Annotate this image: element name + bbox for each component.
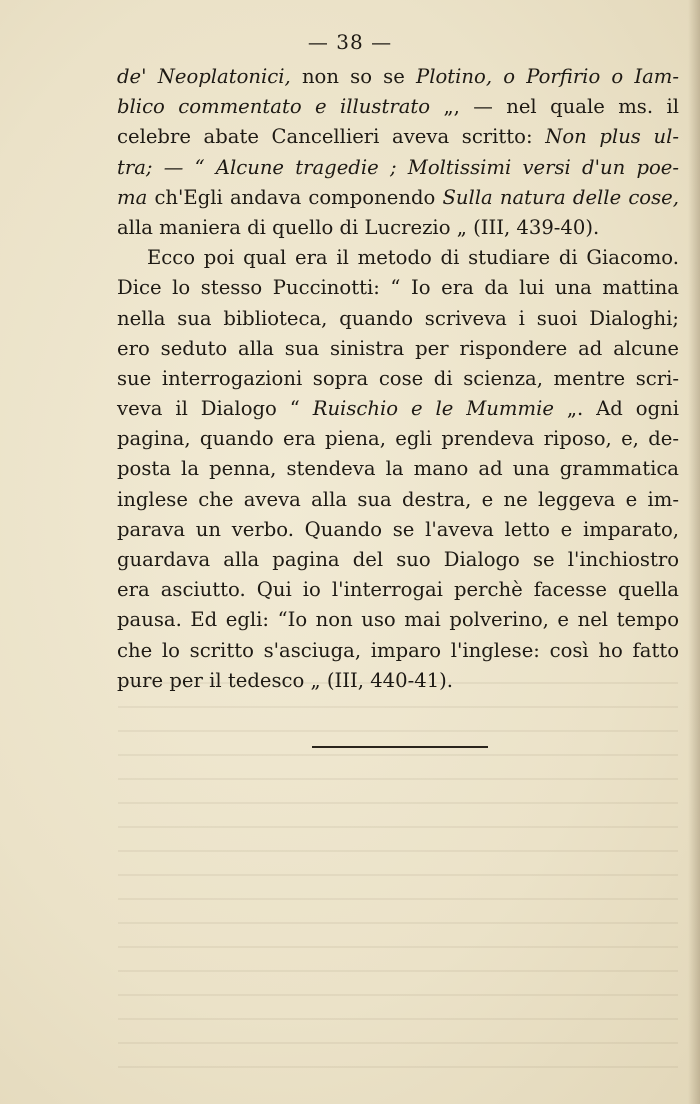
italic-text-segment: tra; — “ Alcune tragedie ; Moltissimi versi d'un poe- <box>117 155 679 179</box>
text-line <box>117 666 679 696</box>
text-line <box>117 243 679 273</box>
text-segment: Ecco poi qual era il metodo di studiare di Giacomo. <box>147 246 679 270</box>
text-line <box>117 515 679 545</box>
text-segment: ch'Egli andava componendo <box>147 185 443 209</box>
text-segment: veva il Dialogo “ <box>117 397 313 421</box>
text-line <box>117 92 679 122</box>
text-segment: celebre abate Cancellieri aveva scritto: <box>117 125 546 149</box>
text-segment: parava un verbo. Quando se l'aveva letto e imparato, <box>117 517 679 541</box>
bleed-through-texture <box>118 660 678 1080</box>
text-segment: inglese che aveva alla sua destra, e ne leggeva e im- <box>117 487 679 511</box>
text-line <box>117 304 679 334</box>
text-line <box>117 454 679 484</box>
text-line <box>117 334 679 364</box>
text-line <box>117 605 679 635</box>
text-line <box>117 636 679 666</box>
text-segment: „, — nel quale ms. il <box>430 95 679 119</box>
text-segment: pausa. Ed egli: “Io non uso mai polverino, e nel tempo <box>117 608 679 632</box>
page-edge-shadow <box>688 0 700 1104</box>
italic-text-segment: ma <box>117 185 148 209</box>
text-line <box>117 183 679 213</box>
text-line <box>117 364 679 394</box>
page-number: — 38 — <box>307 30 393 54</box>
text-segment: posta la penna, stendeva la mano ad una grammatica <box>117 457 679 481</box>
text-line <box>117 153 679 183</box>
italic-text-segment: Non plus ul- <box>545 125 679 149</box>
text-segment: sue interrogazioni sopra cose di scienza, mentre scri- <box>117 366 679 390</box>
text-segment: era asciutto. Qui io l'interrogai perchè facesse quella <box>117 578 679 602</box>
text-segment: „. Ad ogni <box>553 397 679 421</box>
text-line <box>117 485 679 515</box>
text-segment: nella sua biblioteca, quando scriveva i suoi Dialoghi; <box>117 306 679 330</box>
italic-text-segment: blico commentato e illustrato <box>117 95 431 119</box>
text-line <box>117 62 679 92</box>
text-line <box>117 424 679 454</box>
text-line <box>117 213 679 243</box>
text-segment: non so se <box>290 65 417 88</box>
text-line <box>117 394 679 424</box>
italic-text-segment: Sulla natura delle cose, <box>442 185 679 209</box>
text-segment: che lo scritto s'asciuga, imparo l'inglese: così ho fatto <box>117 638 679 662</box>
body-text <box>117 62 679 696</box>
text-line <box>117 273 679 303</box>
italic-text-segment: de' Neoplatonici, <box>117 65 291 88</box>
text-line <box>117 575 679 605</box>
italic-text-segment: Plotino, o Porfirio o Iam- <box>416 65 680 88</box>
text-segment: Dice lo stesso Puccinotti: “ Io era da lui una mattina <box>117 276 679 300</box>
italic-text-segment: Ruischio e le Mummie <box>312 397 554 421</box>
text-segment: pure per il tedesco „ (III, 440-41). <box>117 668 454 692</box>
text-segment: pagina, quando era piena, egli prendeva riposo, e, de- <box>117 427 679 451</box>
text-segment: alla maniera di quello di Lucrezio „ (III, 439-40). <box>117 215 600 239</box>
text-segment: guardava alla pagina del suo Dialogo se l'inchiostro <box>117 548 679 571</box>
text-line <box>117 545 679 575</box>
text-line <box>117 122 679 152</box>
section-rule <box>312 746 488 748</box>
text-segment: ero seduto alla sua sinistra per rispondere ad alcune <box>117 336 679 360</box>
